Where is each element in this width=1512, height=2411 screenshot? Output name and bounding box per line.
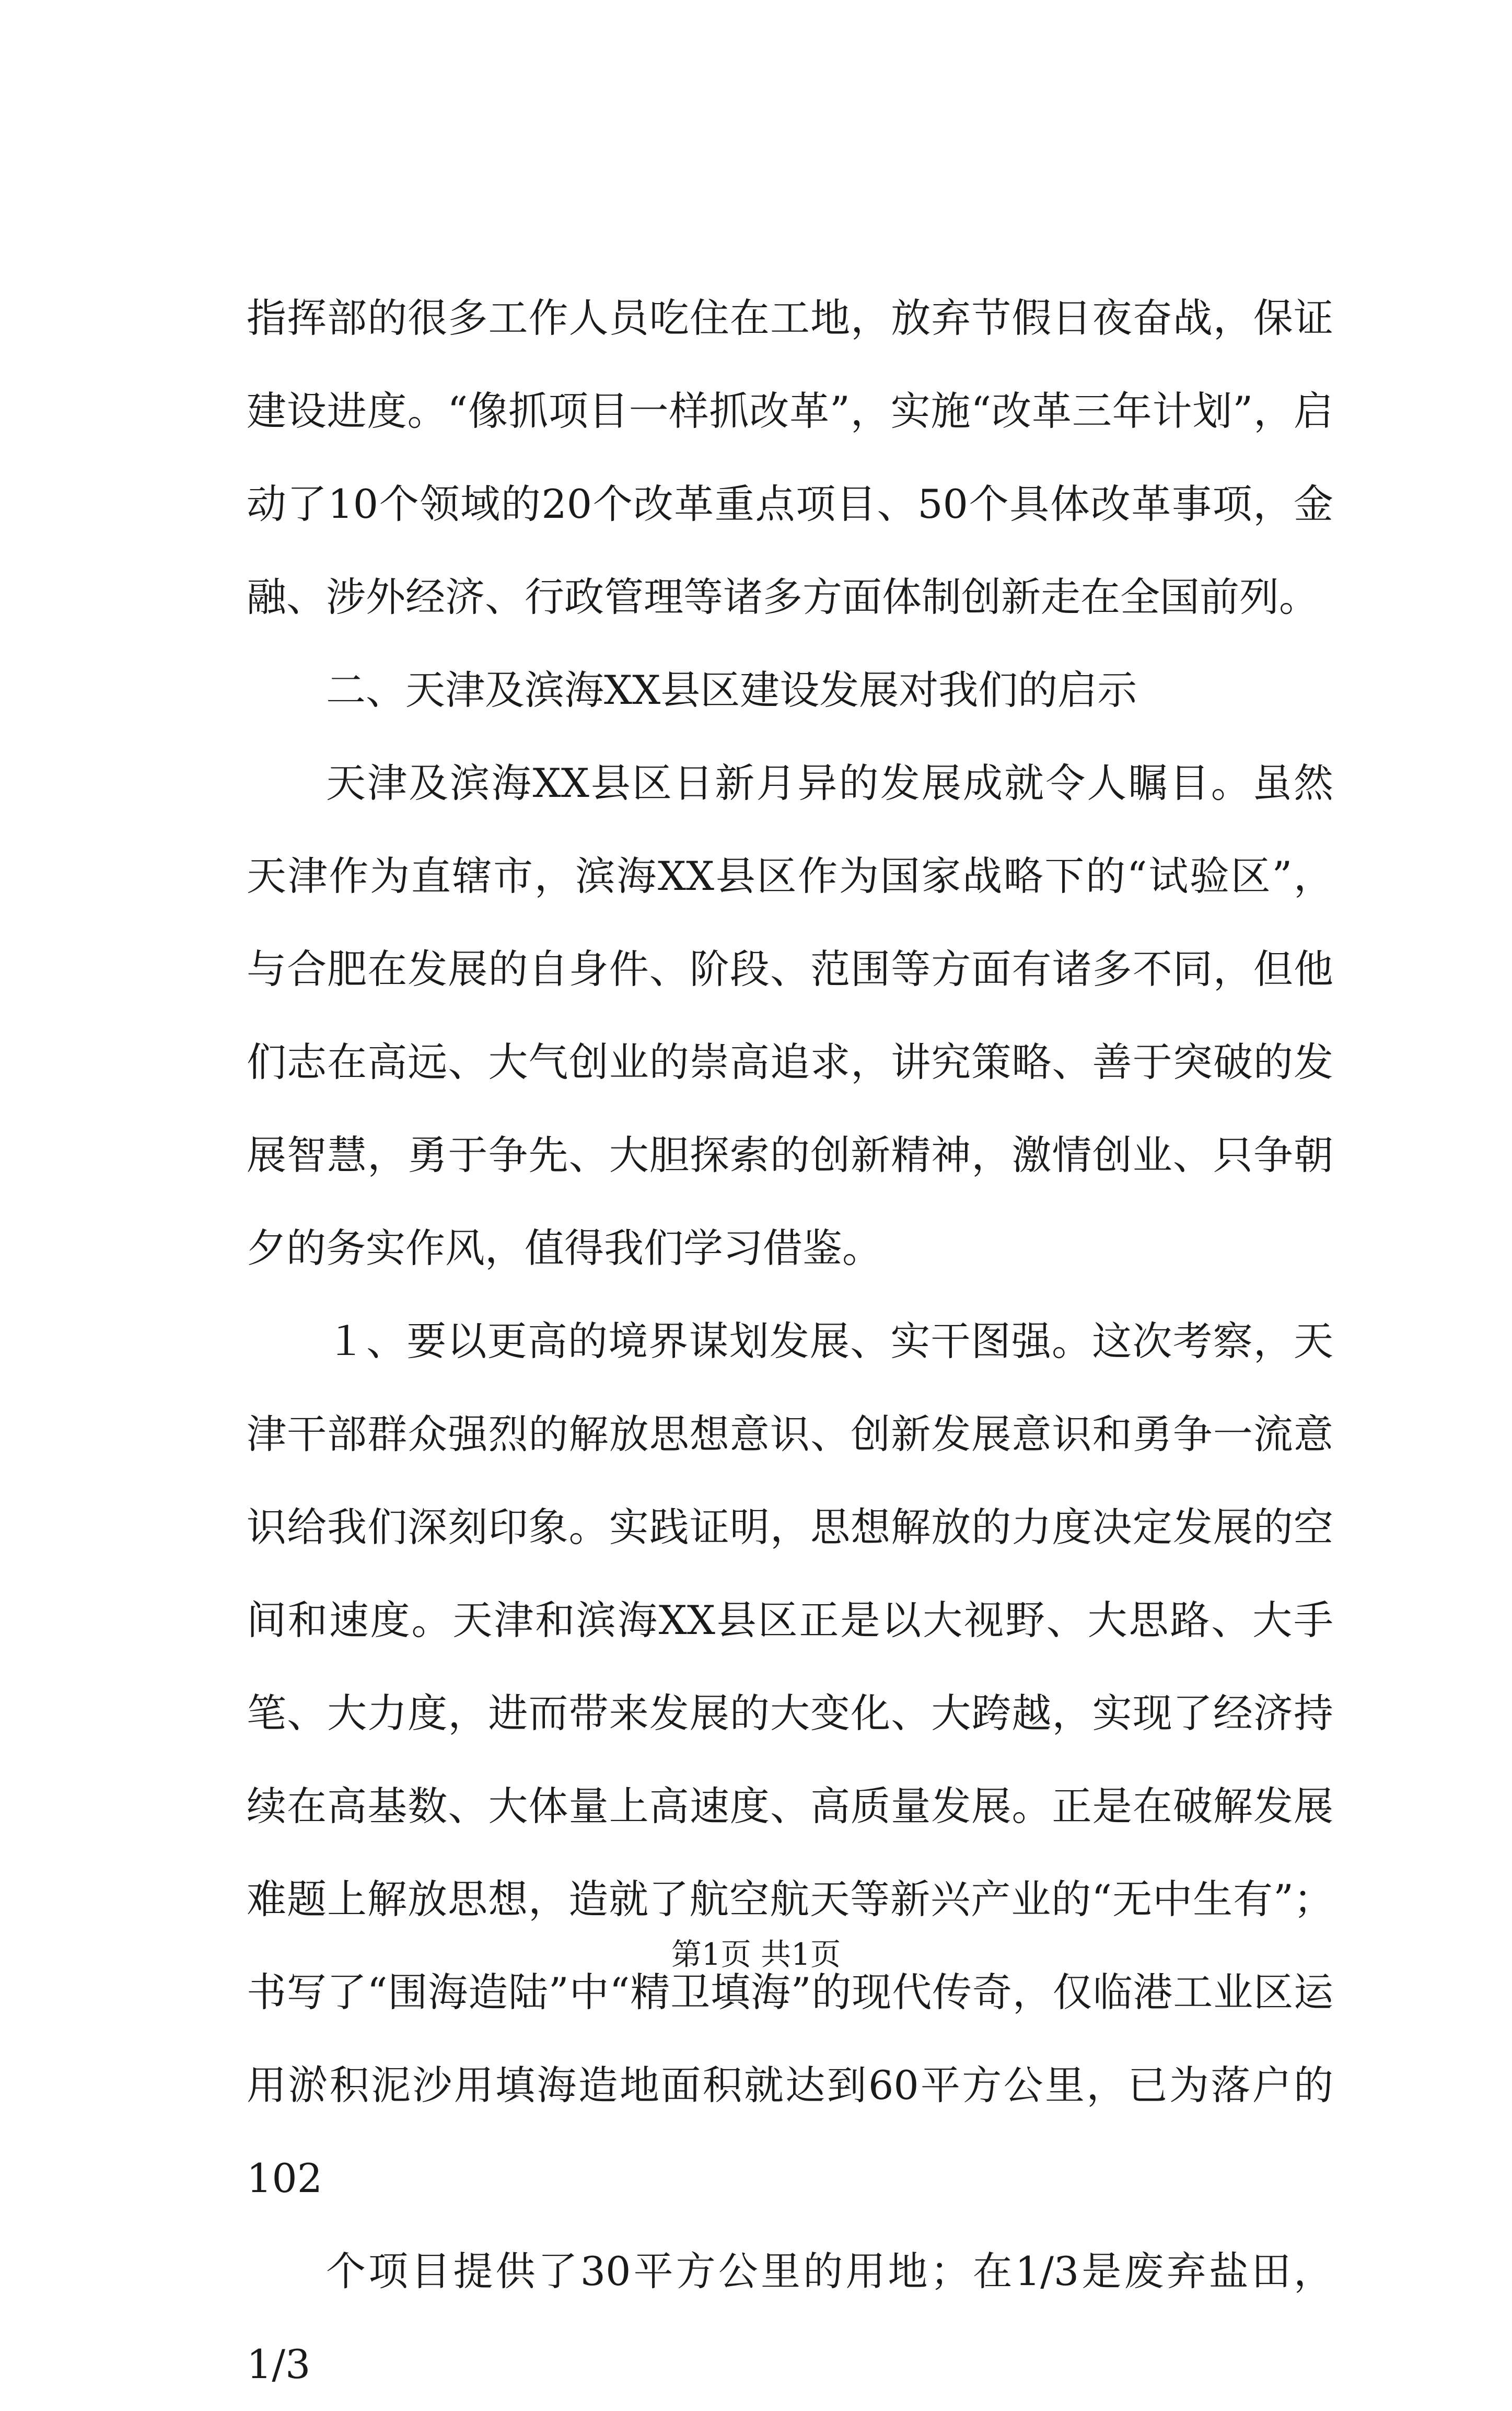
paragraph-1: 指挥部的很多工作人员吃住在工地，放弃节假日夜奋战，保证建设进度。“像抓项目一样抓改革”，实施“改革三年计划”，启动了10个领域的20个改革重点项目、50个具体改革事项，金融、涉外经济、行政管理等诸多方面体制创新走在全国前列。	[247, 295, 1333, 620]
page-footer: 第1页 共1页	[671, 1937, 841, 1972]
document-body	[247, 272, 1333, 2411]
paragraph-3: １、要以更高的境界谋划发展、实干图强。这次考察，天津干部群众强烈的解放思想意识、创新发展意识和勇争一流意识给我们深刻印象。实践证明，思想解放的力度决定发展的空间和速度。天津和滨海XX县区正是以大视野、大思路、大手笔、大力度，进而带来发展的大变化、大跨越，实现了经济持续在高基数、大体量上高速度、高质量发展。正是在破解发展难题上解放思想，造就了航空航天等新兴产业的“无中生有”；书写了“围海造陆”中“精卫填海”的现代传奇，仅临港工业区运用淤积泥沙用填海造地面积就达到60平方公里，已为落户的102	[247, 1318, 1333, 2201]
section-heading: 二、天津及滨海XX县区建设发展对我们的启示	[326, 667, 1137, 713]
paragraph-4: 个项目提供了30平方公里的用地；在1/3是废弃盐田，1/3	[247, 2248, 1333, 2387]
paragraph-2: 天津及滨海XX县区日新月异的发展成就令人瞩目。虽然天津作为直辖市，滨海XX县区作为国家战略下的“试验区”，与合肥在发展的自身件、阶段、范围等方面有诸多不同，但他们志在高远、大气创业的崇高追求，讲究策略、善于突破的发展智慧，勇于争先、大胆探索的创新精神，激情创业、只争朝夕的务实作风，值得我们学习借鉴。	[247, 760, 1333, 1271]
